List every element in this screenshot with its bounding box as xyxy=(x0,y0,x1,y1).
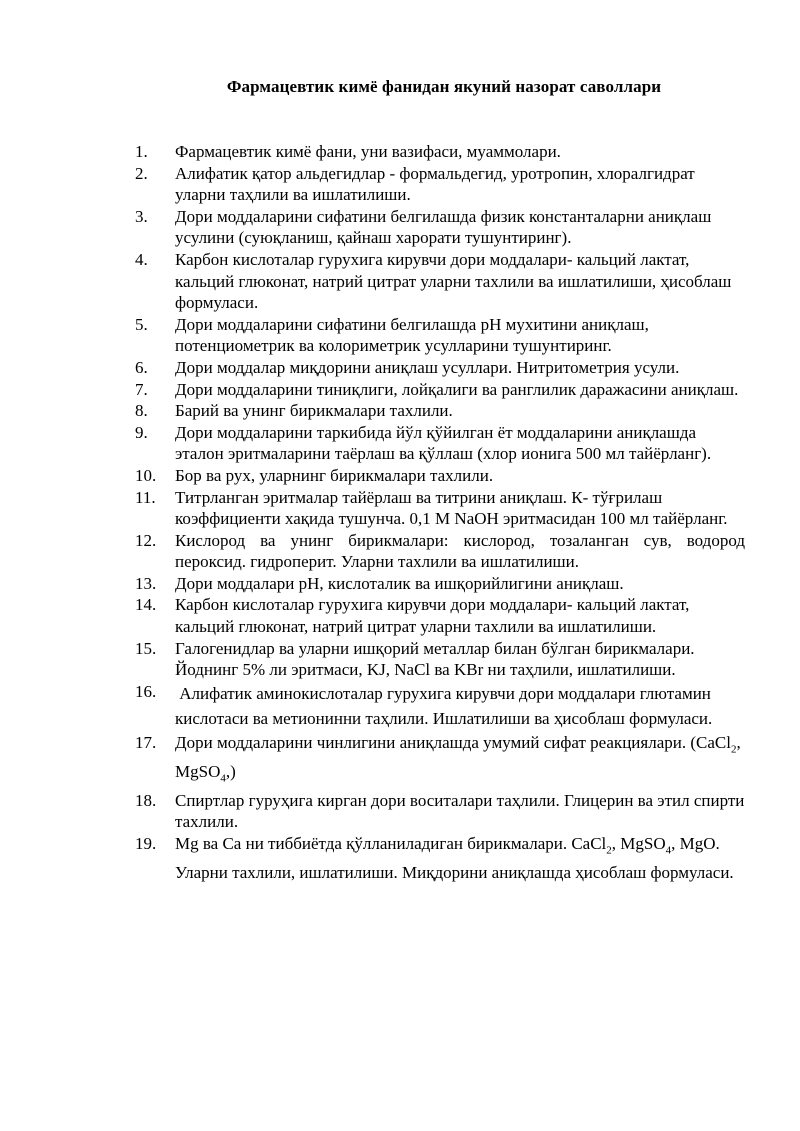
list-item-text-part: ,) xyxy=(225,761,236,781)
list-item-number: 3. xyxy=(135,206,148,226)
list-item xyxy=(135,790,745,833)
list-item-number: 17. xyxy=(135,732,157,752)
list-item-text: Алифатик аминокислоталар гурухига кирувчи дори моддалари глютамин кислотаси ва метионинни таҳлили. Ишлатилиши ва ҳисоблаш формуласи. xyxy=(175,683,716,729)
list-item-text: Дори моддаларини тиниқлиги, лойқалиги ва ранглилик даражасини аниқлаш. xyxy=(175,379,739,399)
list-item-text: Дори моддаларини таркибида йўл қўйилган ёт моддаларини аниқлашда эталон эритмаларини таёрлаш ва қўллаш (хлор ионига 500 мл тайёрланг). xyxy=(175,422,712,464)
list-item-text: Дори моддалар миқдорини аниқлаш усуллари. Нитритометрия усули. xyxy=(175,357,680,377)
list-item-text: Галогенидлар ва уларни ишқорий металлар билан бўлган бирикмалари. Йоднинг 5% ли эритмаси, KJ, NaCl ва KBr ни таҳлили, ишлатилиши. xyxy=(175,638,695,680)
list-item-number: 14. xyxy=(135,595,157,615)
subscript: 4 xyxy=(665,844,672,857)
list-item-text-part: , MgSO xyxy=(611,834,666,853)
list-item-number: 18. xyxy=(135,790,157,810)
list-item-number: 12. xyxy=(135,530,157,550)
list-item xyxy=(135,487,745,530)
list-item xyxy=(135,833,745,884)
list-item-number: 8. xyxy=(135,401,148,421)
list-item-number: 7. xyxy=(135,379,148,399)
list-item-text: Дори моддаларини сифатини белгилашда pH мухитини аниқлаш, потенциометрик ва колориметрик усулларини тушунтиринг. xyxy=(175,314,649,356)
list-item-text-part: Дори моддаларини чинлигини аниқлашда умумий сифат реакциялари. (CaCl xyxy=(175,732,731,752)
list-item xyxy=(135,681,745,732)
list-item-text: Кислород ва унинг бирикмалари: кислород, тозаланган сув, водород пероксид. гидроперит. Уларни тахлили ва ишлатилиши. xyxy=(175,530,745,572)
subscript: 2 xyxy=(606,844,612,857)
question-list xyxy=(135,141,745,884)
list-item-text: Фармацевтик кимё фани, уни вазифаси, муаммолари. xyxy=(175,142,561,161)
list-item xyxy=(135,357,745,379)
list-item-number: 16. xyxy=(135,681,157,701)
list-item-number: 10. xyxy=(135,465,157,485)
list-item-number: 9. xyxy=(135,422,148,442)
list-item-text: Барий ва унинг бирикмалари тахлили. xyxy=(175,401,453,421)
list-item xyxy=(135,638,745,681)
list-item-number: 1. xyxy=(135,142,148,161)
list-item xyxy=(135,206,745,249)
list-item-number: 6. xyxy=(135,357,148,377)
list-item xyxy=(135,422,745,465)
list-item xyxy=(135,573,745,595)
list-item xyxy=(135,732,745,790)
list-item-text-part: Mg ва Ca ни тиббиётда қўлланиладиган бирикмалари. CaCl xyxy=(175,834,607,853)
list-item-text: Карбон кислоталар гурухига кирувчи дори моддалари- кальций лактат, кальций глюконат, натрий цитрат уларни тахлили ва ишлатилиши, ҳисоблаш формуласи. xyxy=(175,249,732,313)
list-item xyxy=(135,249,745,314)
list-item-text: Бор ва рух, уларнинг бирикмалари тахлили. xyxy=(175,465,494,485)
list-item xyxy=(135,465,745,487)
list-item-number: 2. xyxy=(135,163,148,183)
list-item-number: 13. xyxy=(135,573,157,593)
list-item xyxy=(135,314,745,357)
list-item-text-part: , MgSO xyxy=(175,732,741,781)
list-item xyxy=(135,400,745,422)
list-item-text: Дори моддалари pH, кислоталик ва ишқорийлигини аниқлаш. xyxy=(175,573,624,593)
list-item xyxy=(135,163,745,206)
list-item-text: Спиртлар гуруҳига кирган дори воситалари таҳлили. Глицерин ва этил спирти тахлили. xyxy=(175,790,745,832)
list-item-number: 19. xyxy=(135,834,157,853)
list-item xyxy=(135,594,745,637)
list-item-text: Дори моддаларини сифатини белгилашда физик константаларни аниқлаш усулини (суюқланиш, қайнаш харорати тушунтиринг). xyxy=(175,206,712,248)
list-item-text: Карбон кислоталар гурухига кирувчи дори моддалари- кальций лактат, кальций глюконат, натрий цитрат уларни тахлили ва ишлатилиши. xyxy=(175,595,690,637)
list-item xyxy=(135,379,745,401)
list-item-text-part: , MgO. Уларни тахлили, ишлатилиши. Миқдорини аниқлашда ҳисоблаш формуласи. xyxy=(175,834,734,882)
list-item-number: 5. xyxy=(135,314,148,334)
list-item-text: Титрланган эритмалар тайёрлаш ва титрини аниқлаш. К- тўғрилаш коэффициенти хақида тушунча. 0,1 М NaOH эритмасидан 100 мл тайёрланг. xyxy=(175,487,728,529)
list-item-number: 11. xyxy=(135,487,156,507)
list-item-number: 4. xyxy=(135,249,148,269)
list-item-number: 15. xyxy=(135,638,157,658)
document-title: Фармацевтик кимё фанидан якуний назорат саволлари xyxy=(226,77,662,96)
list-item-text xyxy=(175,732,745,790)
list-item xyxy=(135,530,745,573)
subscript: 2 xyxy=(730,743,737,756)
list-item xyxy=(135,141,745,163)
subscript: 4 xyxy=(220,772,226,785)
list-item-text xyxy=(175,833,745,884)
list-item-text: Алифатик қатор альдегидлар - формальдегид, уротропин, хлоралгидрат уларни таҳлили ва ишлатилиши. xyxy=(175,163,695,205)
